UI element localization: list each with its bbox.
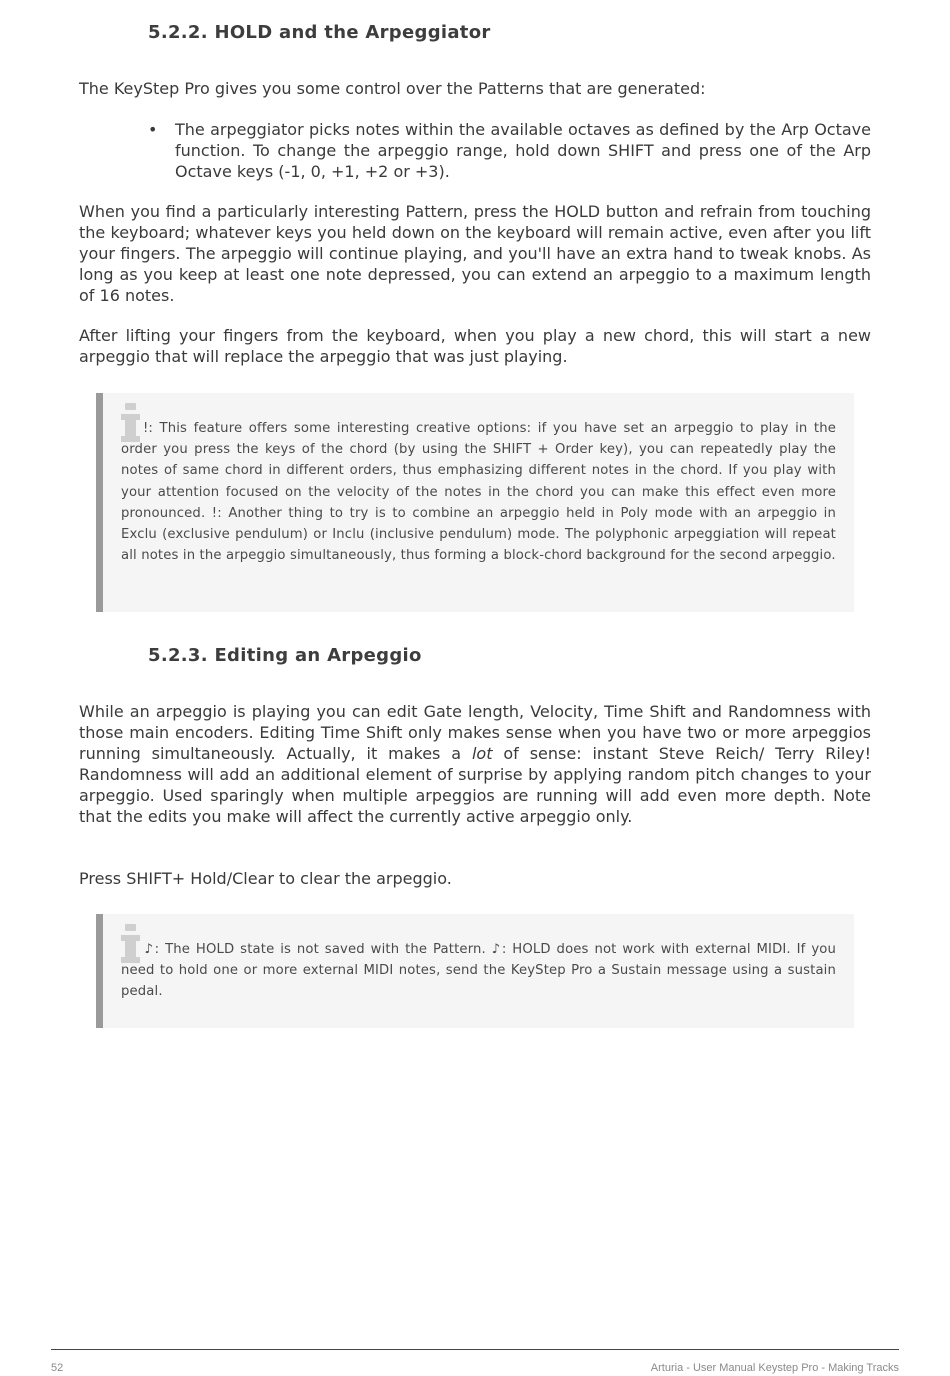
info-note-box <box>96 393 854 612</box>
bullet-marker: • <box>148 120 158 139</box>
info-note-text-2: ♪: The HOLD state is not saved with the Pattern. ♪: HOLD does not work with external MIDI. If you need to hold one or more external MIDI notes, send the KeyStep Pro a Sustain message using a sustain pedal. <box>121 942 836 1000</box>
running-title: Arturia - User Manual Keystep Pro - Making Tracks <box>650 1362 899 1374</box>
info-note-box-2 <box>96 914 854 1028</box>
clear-paragraph: Press SHIFT+ Hold/Clear to clear the arpeggio. <box>79 869 452 888</box>
bullet-item: The arpeggiator picks notes within the available octaves as defined by the Arp Octave function. To change the arpeggio range, hold down SHIFT and press one of the Arp Octave keys (-1, 0, +1, +2 or +3). <box>175 120 871 181</box>
info-icon <box>121 403 141 443</box>
edit-paragraph: While an arpeggio is playing you can edit Gate length, Velocity, Time Shift and Randomness with those main encoders. Editing Time Shift only makes sense when you have two or more arpeggios running simultaneously. Actually, it makes a lot of sense: instant Steve Reich/ Terry Riley! Randomness will add an additional element of surprise by applying random pitch changes to your arpeggio. Used sparingly when multiple arpeggios are running will add even more depth. Note that the edits you make will affect the currently active arpeggio only. <box>79 702 872 826</box>
hold-paragraph: When you find a particularly interesting Pattern, press the HOLD button and refrain from touching the keyboard; whatever keys you held down on the keyboard will remain active, even after you lift your fingers. The arpeggio will continue playing, and you'll have an extra hand to tweak knobs. As long as you keep at least one note depressed, you can extend an arpeggio to a maximum length of 16 notes. <box>79 202 871 305</box>
section-title-5-2-3: 5.2.3. Editing an Arpeggio <box>148 645 422 666</box>
info-note-text: !: This feature offers some interesting creative options: if you have set an arpeggio to play in the order you press the keys of the chord (by using the SHIFT + Order key), you can repeatedly play the notes of same chord in different orders, thus emphasizing different notes in the chord. If you play with your attention focused on the velocity of the notes in the chord you can make this effect even more pronounced. !: Another thing to try is to combine an arpeggio held in Poly mode with an arpeggio in Exclu (exclusive pendulum) or Inclu (inclusive pendulum) mode. The polyphonic arpeggiation will repeat all notes in the arpeggio simultaneously, thus forming a block-chord background for the second arpeggio. <box>121 421 836 564</box>
bullet-list <box>148 119 871 182</box>
footer-divider <box>51 1349 899 1350</box>
info-icon <box>121 924 141 964</box>
emphasis-lot: lot <box>471 744 493 763</box>
section-title-5-2-2: 5.2.2. HOLD and the Arpeggiator <box>148 22 491 43</box>
lift-paragraph: After lifting your fingers from the keyboard, when you play a new chord, this will start a new arpeggio that will replace the arpeggio that was just playing. <box>79 326 871 366</box>
intro-paragraph: The KeyStep Pro gives you some control over the Patterns that are generated: <box>79 79 706 98</box>
page-number: 52 <box>51 1362 64 1374</box>
